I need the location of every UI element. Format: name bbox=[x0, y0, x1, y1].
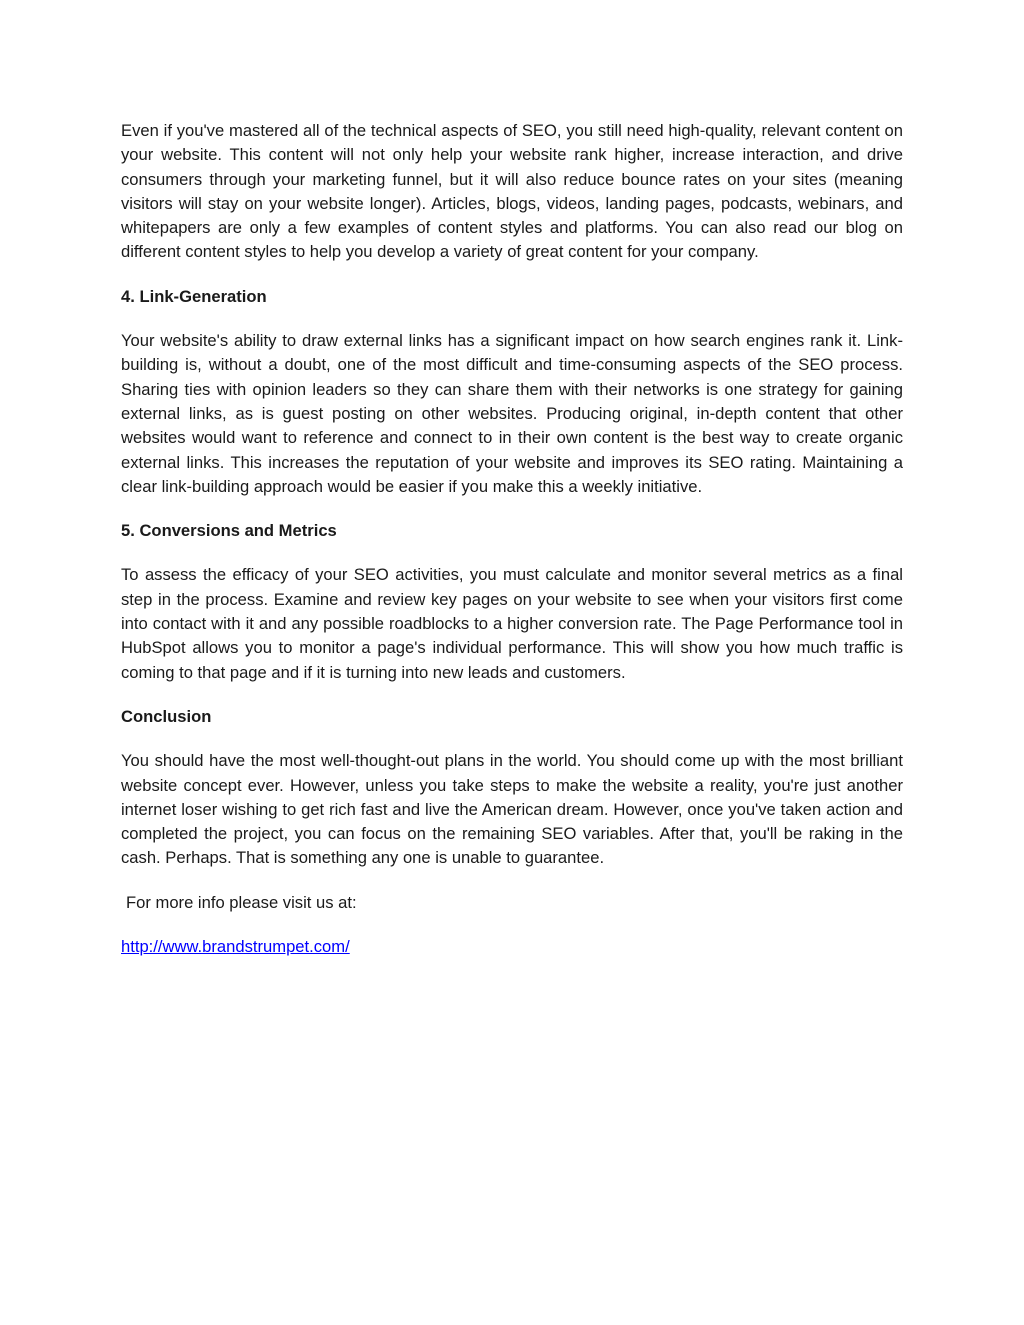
section-paragraph-link-generation: Your website's ability to draw external links has a significant impact on how search engines rank it. Link-building is, without a doubt, one of the most difficult and time-consuming aspects of the SEO process. Sharing ties with opinion leaders so they can share them with their networks is one strategy for gaining external links, as is guest posting on other websites. Producing original, in-depth content that other websites would want to reference and connect to in their own content is the best way to create organic external links. This increases the reputation of your website and improves its SEO rating. Maintaining a clear link-building approach would be easier if you make this a weekly initiative. bbox=[121, 331, 903, 496]
section-heading-conversions-metrics: 5. Conversions and Metrics bbox=[121, 521, 337, 541]
intro-paragraph: Even if you've mastered all of the technical aspects of SEO, you still need high-quality, relevant content on your website. This content will not only help your website rank higher, increase interaction, and drive consumers through your marketing funnel, but it will also reduce bounce rates on your sites (meaning visitors will stay on your website longer). Articles, blogs, videos, landing pages, podcasts, webinars, and whitepapers are only a few examples of content styles and platforms. You can also read our blog on different content styles to help you develop a variety of great content for your company. bbox=[121, 121, 903, 262]
section-paragraph-conclusion: You should have the most well-thought-out plans in the world. You should come up with the most brilliant website concept ever. However, unless you take steps to make the website a reality, you're just another internet loser wishing to get rich fast and live the American dream. However, once you've taken action and completed the project, you can focus on the remaining SEO variables. After that, you'll be raking in the cash. Perhaps. That is something any one is unable to guarantee. bbox=[121, 751, 903, 868]
website-link[interactable]: http://www.brandstrumpet.com/ bbox=[121, 937, 350, 957]
document-page bbox=[121, 119, 903, 959]
section-heading-conclusion: Conclusion bbox=[121, 706, 212, 726]
more-info-text: For more info please visit us at: bbox=[126, 892, 357, 912]
section-heading-link-generation: 4. Link-Generation bbox=[121, 286, 267, 306]
section-paragraph-conversions-metrics: To assess the efficacy of your SEO activities, you must calculate and monitor several metrics as a final step in the process. Examine and review key pages on your website to see when your visitors first come into contact with it and any possible roadblocks to a higher conversion rate. The Page Performance tool in HubSpot allows you to monitor a page's individual performance. This will show you how much traffic is coming to that page and if it is turning into new leads and customers. bbox=[121, 565, 903, 682]
